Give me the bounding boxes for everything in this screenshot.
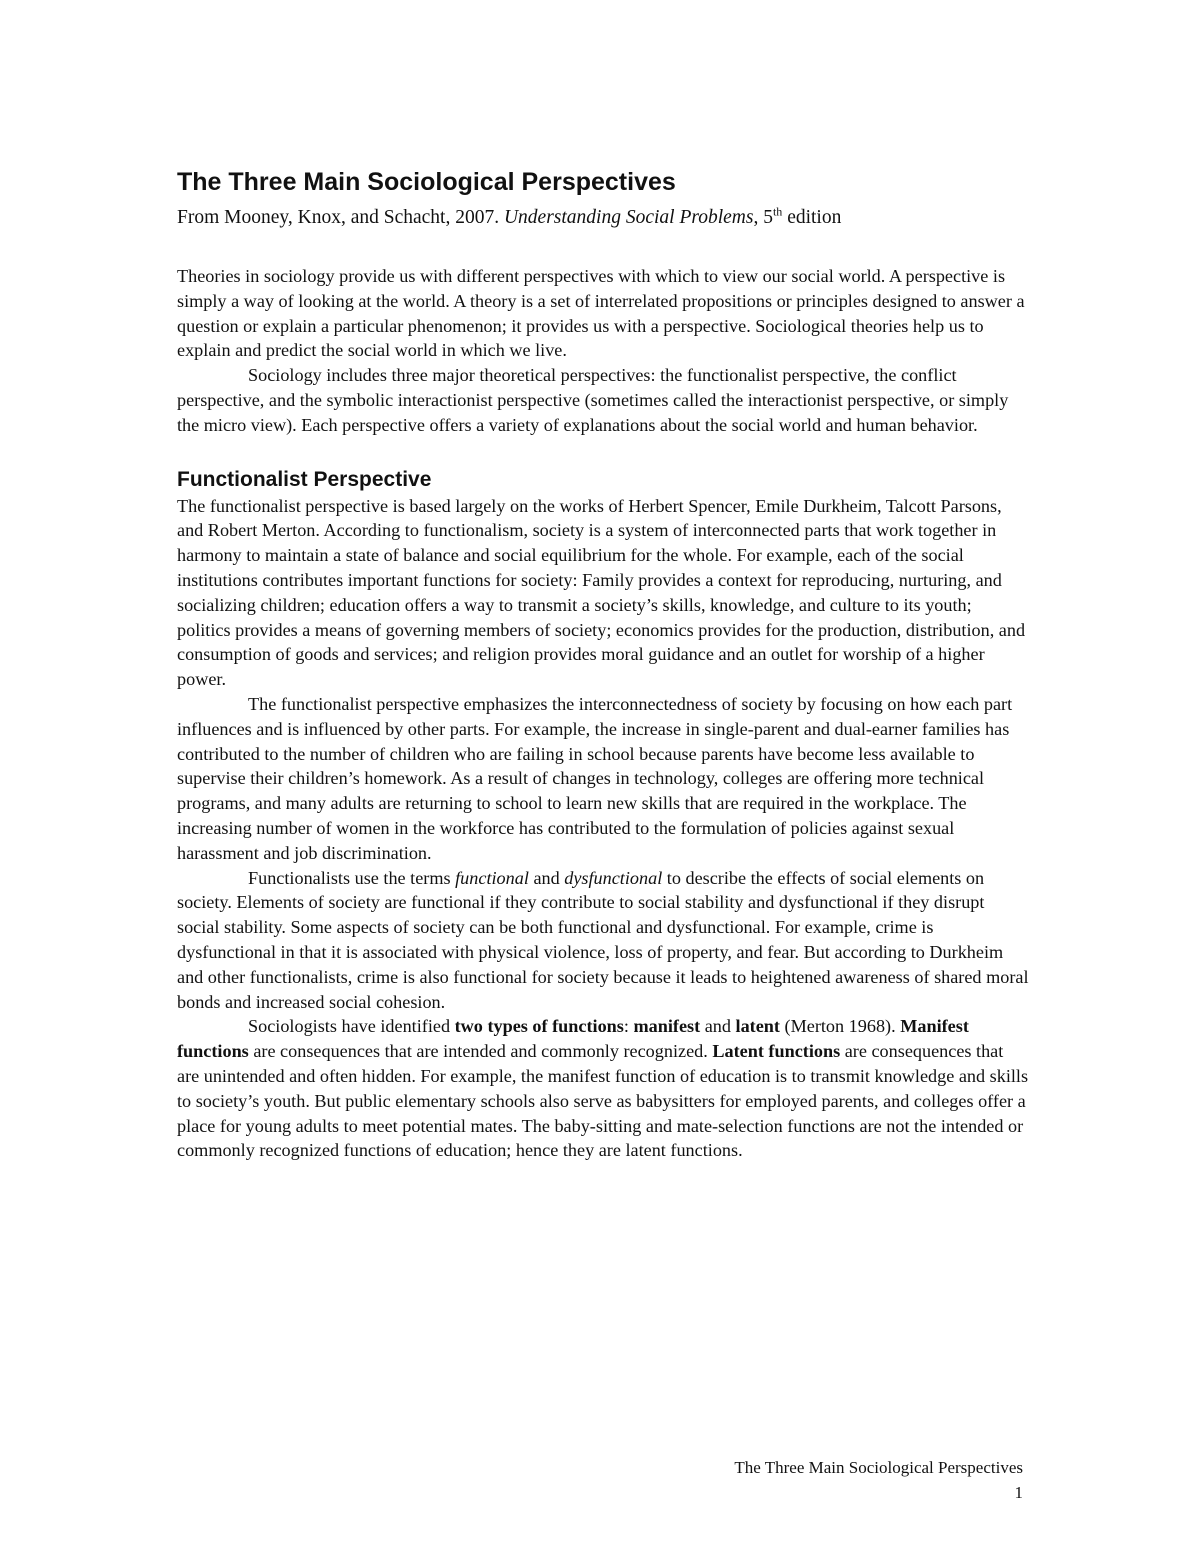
section-heading-functionalist: Functionalist Perspective <box>177 467 432 491</box>
functionalist-paragraph-3 <box>177 866 1029 1015</box>
term-manifest: manifest <box>633 1016 701 1037</box>
term-manifest-functions: Manifest functions <box>177 1016 969 1062</box>
text-run: are consequences that are intended and commonly recognized. <box>248 1041 713 1062</box>
document-title: The Three Main Sociological Perspectives <box>177 168 676 196</box>
source-citation <box>177 204 1029 232</box>
intro-paragraph-2: Sociology includes three major theoretical perspectives: the functionalist perspective, the conflict perspective, and the symbolic interactionist perspective (sometimes called the interactionist perspective, or simply the micro view). Each perspective offers a variety of explanations about the social world and human behavior. <box>177 365 1009 435</box>
citation-edition-word: edition <box>782 207 842 228</box>
term-dysfunctional: dysfunctional <box>564 867 663 888</box>
term-functional: functional <box>455 867 529 888</box>
page-number: 1 <box>1014 1483 1023 1502</box>
functionalist-paragraph-2: The functionalist perspective emphasizes the interconnectedness of society by focusing on how each part influences and is influenced by other parts. For example, the increase in single-parent and dual-earner families has contributed to the number of children who are failing in school because parents have become less available to supervise their children’s homework. As a result of changes in technology, colleges are offering more technical programs, and many adults are returning to school to learn new skills that are required in the workplace. The increasing number of women in the workforce has contributed to the formulation of policies against sexual harassment and job discrimination. <box>177 693 1013 863</box>
citation-book-title: Understanding Social Problems <box>503 207 754 228</box>
footer-running-title: The Three Main Sociological Perspectives <box>734 1458 1023 1477</box>
text-run: and <box>528 867 565 888</box>
citation-authors: From Mooney, Knox, and Schacht, 2007. <box>177 207 504 228</box>
functionalist-paragraph-4 <box>177 1014 1029 1163</box>
text-run: (Merton 1968). <box>779 1016 901 1037</box>
intro-paragraph-1: Theories in sociology provide us with different perspectives with which to view our social world. A perspective is simply a way of looking at the world. A theory is a set of interrelated propositions or principles designed to answer a question or explain a particular phenomenon; it provides us with a perspective. Sociological theories help us to explain and predict the social world in which we live. <box>177 266 1025 361</box>
text-run: to describe the effects of social elements on society. Elements of society are functional if they contribute to social stability and dysfunctional if they disrupt social stability. Some aspects of society can be both functional and dysfunctional. For example, crime is dysfunctional in that it is associated with physical violence, loss of property, and fear. But according to Durkheim and other functionalists, crime is also functional for society because it leads to heightened awareness of shared moral bonds and increased social cohesion. <box>177 867 1029 1012</box>
term-latent: latent <box>735 1016 780 1037</box>
text-run: are consequences that are unintended and often hidden. For example, the manifest function of education is to transmit knowledge and skills to society’s youth. But public elementary schools also serve as babysitters for employed parents, and colleges offer a place for young adults to meet potential mates. The baby-sitting and mate-selection functions are not the intended or commonly recognized functions of education; hence they are latent functions. <box>177 1041 1029 1161</box>
text-run: Functionalists use the terms <box>248 867 456 888</box>
term-latent-functions: Latent functions <box>712 1041 841 1062</box>
document-page <box>177 166 1029 1163</box>
citation-edition-suffix: th <box>772 204 783 219</box>
text-run: Sociologists have identified <box>248 1016 455 1037</box>
text-run: and <box>700 1016 736 1037</box>
functionalist-paragraph-1: The functionalist perspective is based largely on the works of Herbert Spencer, Emile Durkheim, Talcott Parsons, and Robert Merton. According to functionalism, society is a system of interconnected parts that work together in harmony to maintain a state of balance and social equilibrium for the whole. For example, each of the social institutions contributes important functions for society: Family provides a context for reproducing, nurturing, and socializing children; education offers a way to transmit a society’s skills, knowledge, and culture to its youth; politics provides a means of governing members of society; economics provides for the production, distribution, and consumption of goods and services; and religion provides moral guidance and an outlet for worship of a higher power. <box>177 495 1026 690</box>
text-run: : <box>623 1016 634 1037</box>
page-footer <box>734 1455 1023 1505</box>
term-two-types-of-functions: two types of functions <box>454 1016 624 1037</box>
citation-edition: , 5 <box>753 207 773 228</box>
